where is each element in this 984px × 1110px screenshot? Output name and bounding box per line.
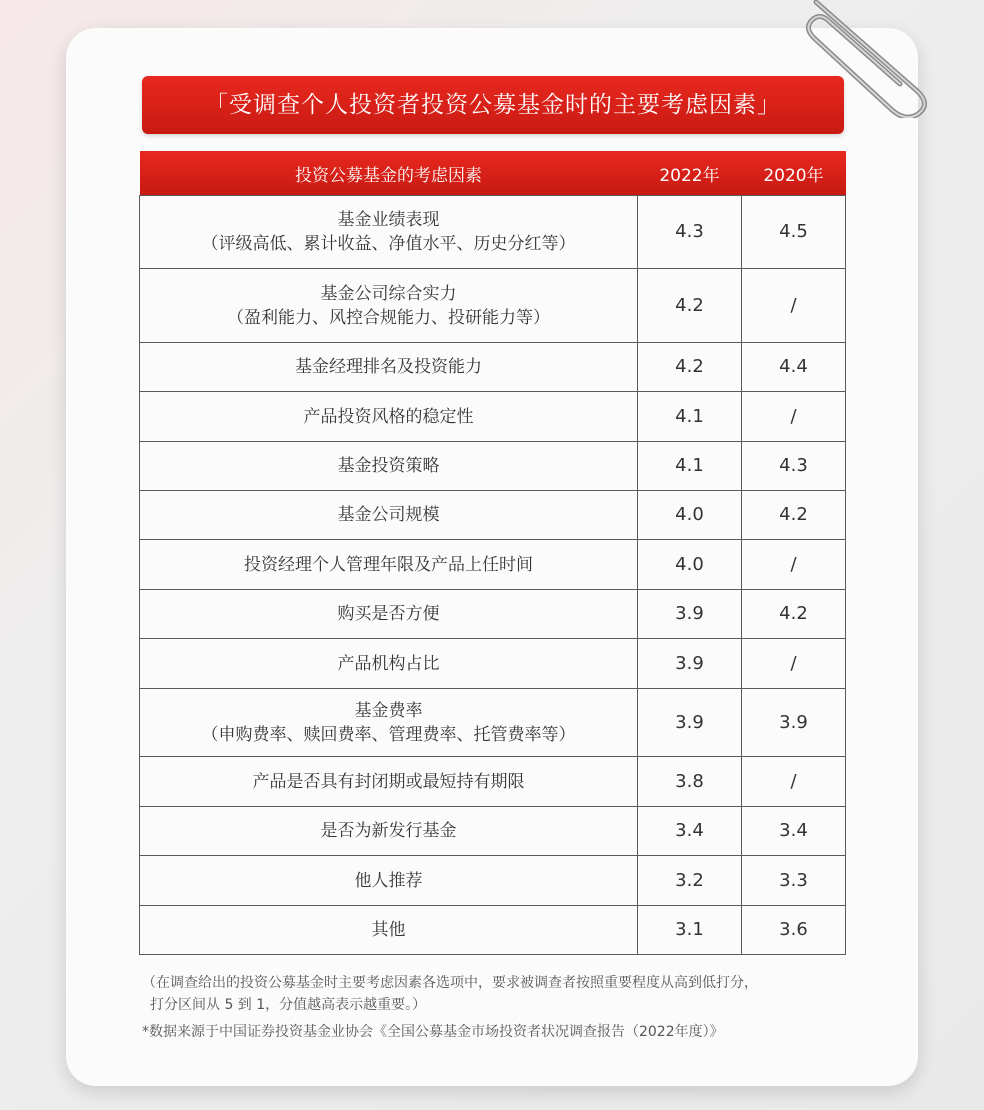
score-2022: 4.0 [638,491,742,540]
factor-cell: 投资经理个人管理年限及产品上任时间 [140,540,638,590]
table-row [140,757,846,807]
factor-label: 基金费率 [354,700,423,721]
table-row [140,442,846,491]
factor-cell: 购买是否方便 [140,590,638,639]
score-2020: / [742,639,846,689]
score-2022: 3.9 [638,639,742,689]
note-line-2: 打分区间从 5 到 1，分值越高表示越重要。） [150,997,427,1013]
table-row [140,540,846,590]
table-header-row [140,151,846,196]
factor-cell: 基金投资策略 [140,442,638,491]
table-row [140,343,846,392]
score-2022: 4.0 [638,540,742,590]
note-line-1: （在调查给出的投资公募基金时主要考虑因素各选项中，要求被调查者按照重要程度从高到低打分， [142,975,758,991]
factor-cell: 是否为新发行基金 [140,807,638,856]
score-2020: / [742,269,846,343]
table-row [140,906,846,955]
table-row [140,856,846,906]
score-2020: / [742,392,846,442]
factor-cell [140,689,638,757]
table-row [140,689,846,757]
factor-cell: 产品是否具有封闭期或最短持有期限 [140,757,638,807]
factor-detail: （申购费率、赎回费率、管理费率、托管费率等） [201,724,576,745]
score-2022: 4.1 [638,392,742,442]
score-2022: 3.9 [638,689,742,757]
score-2020: 3.6 [742,906,846,955]
factor-cell: 他人推荐 [140,856,638,906]
score-2022: 3.8 [638,757,742,807]
score-2022: 3.4 [638,807,742,856]
score-2020: 4.4 [742,343,846,392]
factor-cell [140,269,638,343]
score-2022: 4.2 [638,343,742,392]
factor-cell: 产品机构占比 [140,639,638,689]
score-2020: 4.2 [742,491,846,540]
score-2022: 4.3 [638,196,742,269]
table-row [140,269,846,343]
table-title: 「受调查个人投资者投资公募基金时的主要考虑因素」 [142,76,844,134]
table-row [140,491,846,540]
factors-table [139,151,846,955]
factor-cell: 基金经理排名及投资能力 [140,343,638,392]
factor-label: 基金业绩表现 [337,210,440,230]
source-note: *数据来源于中国证券投资基金业协会《全国公募基金市场投资者状况调查报告（2022年度）》 [142,1024,724,1040]
score-2022: 4.1 [638,442,742,491]
header-2022: 2022年 [638,151,742,196]
score-2022: 4.2 [638,269,742,343]
factor-detail: （评级高低、累计收益、净值水平、历史分红等） [201,234,576,254]
table-row [140,196,846,269]
score-2022: 3.1 [638,906,742,955]
table-row [140,392,846,442]
score-2022: 3.2 [638,856,742,906]
score-2020: 4.5 [742,196,846,269]
table-row [140,807,846,856]
score-2020: 4.3 [742,442,846,491]
table-row [140,590,846,639]
score-2020: / [742,540,846,590]
factor-cell: 其他 [140,906,638,955]
score-2020: 3.3 [742,856,846,906]
factor-detail: （盈利能力、风控合规能力、投研能力等） [227,307,550,328]
score-2022: 3.9 [638,590,742,639]
header-factor: 投资公募基金的考虑因素 [140,151,638,196]
header-2020: 2020年 [742,151,846,196]
factor-label: 基金公司综合实力 [320,283,457,304]
factor-cell: 产品投资风格的稳定性 [140,392,638,442]
score-2020: 3.4 [742,807,846,856]
score-2020: / [742,757,846,807]
score-2020: 3.9 [742,689,846,757]
score-2020: 4.2 [742,590,846,639]
factor-cell [140,196,638,269]
table-row [140,639,846,689]
factor-cell: 基金公司规模 [140,491,638,540]
